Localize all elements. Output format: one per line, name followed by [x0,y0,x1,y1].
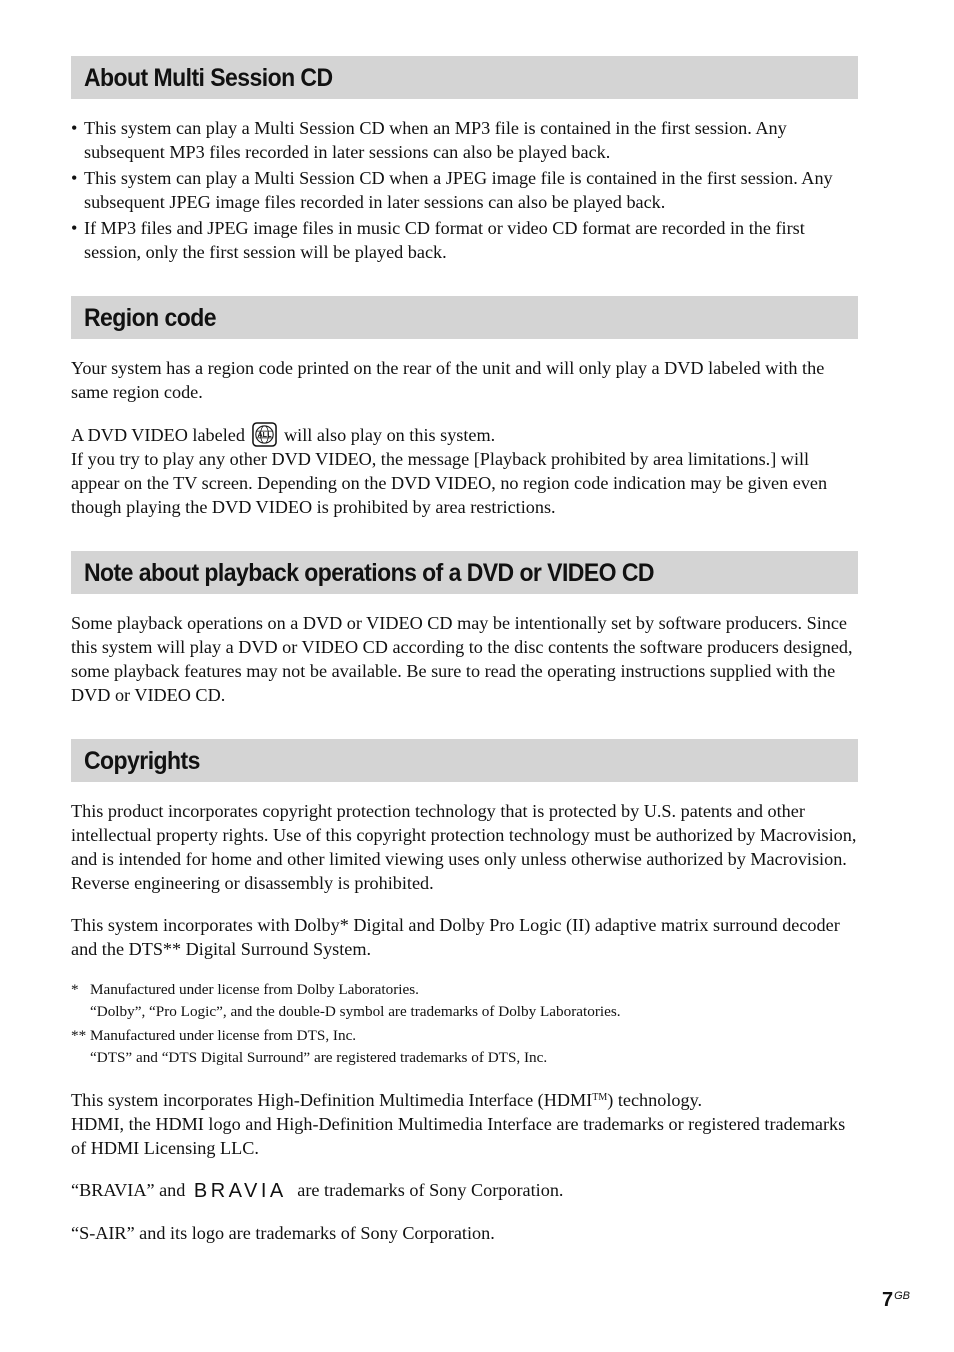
section-header-copyrights [71,739,858,782]
section-title-copyrights: Copyrights [84,746,200,775]
bravia-paragraph [71,1178,861,1203]
section-title-region: Region code [84,303,216,332]
section-header-multisession [71,56,858,99]
bravia-logo: BRAVIA [193,1180,287,1202]
footnote-mark: ** [71,1027,87,1044]
footnote-line: Manufactured under license from Dolby Laboratories. [90,981,419,998]
section-header-playback [71,551,858,594]
playback-body [71,611,861,707]
bravia-text-end: are trademarks of Sony Corporation. [297,1180,564,1200]
svg-text:ALL: ALL [257,430,272,439]
page-number-value: 7 [882,1289,894,1311]
footnote-line: “DTS” and “DTS Digital Surround” are registered trademarks of DTS, Inc. [90,1049,548,1066]
section-title-playback: Note about playback operations of a DVD or VIDEO CD [84,558,654,587]
region-p2-before: A DVD VIDEO labeled [71,425,245,445]
region-p2-after: will also play on this system. [284,425,496,445]
copyrights-body [71,799,861,961]
hdmi-text-end: ) technology. [607,1090,703,1110]
page-number-suffix: GB [894,1290,911,1302]
footnote-line: “Dolby”, “Pro Logic”, and the double-D symbol are trademarks of Dolby Laboratories. [90,1003,621,1020]
region-paragraph-2 [71,422,861,447]
region-body [71,356,861,519]
hdmi-text: This system incorporates High-Definition Multimedia Interface (HDMI [71,1090,593,1110]
hdmi-body [71,1088,861,1245]
hdmi-paragraph-2: HDMI, the HDMI logo and High-Definition Multimedia Interface are trademarks or registered trademarks of HDMI Licensing LLC. [71,1114,846,1158]
footnote-line: Manufactured under license from DTS, Inc. [90,1027,357,1044]
sair-paragraph: “S-AIR” and its logo are trademarks of Sony Corporation. [71,1223,495,1243]
trademark-mark: TM [592,1092,608,1103]
multisession-bullet-list [71,116,861,264]
bravia-text: “BRAVIA” and [71,1180,186,1200]
region-paragraph-1: Your system has a region code printed on the rear of the unit and will only play a DVD labeled with the same region code. [71,358,825,402]
bullet-item: • This system can play a Multi Session CD when a JPEG image file is contained in the first session. Any subsequent JPEG image files recorded in later sessions can also be played back. [71,166,861,214]
region-all-globe-icon [252,422,277,447]
region-paragraph-3: If you try to play any other DVD VIDEO, the message [Playback prohibited by area limitations.] will appear on the TV screen. Depending on the DVD VIDEO, no region code indication may be given even though playing the DVD VIDEO is prohibited by area restrictions. [71,449,828,517]
footnote-dolby [71,979,861,1023]
copyright-paragraph-2: This system incorporates with Dolby* Digital and Dolby Pro Logic (II) adaptive matrix surround decoder and the DTS** Digital Surround System. [71,915,840,959]
footnotes [71,979,861,1071]
copyright-paragraph-1: This product incorporates copyright protection technology that is protected by U.S. patents and other intellectual property rights. Use of this copyright protection technology must be authorized by Macrovision, and is intended for home and other limited viewing uses only unless otherwise authorized by Macrovision. Reverse engineering or disassembly is prohibited. [71,801,857,893]
multisession-body [71,116,861,266]
footnote-mark: * [71,981,79,998]
bullet-item: • This system can play a Multi Session CD when an MP3 file is contained in the first session. Any subsequent MP3 files recorded in later sessions can also be played back. [71,116,861,164]
playback-paragraph: Some playback operations on a DVD or VIDEO CD may be intentionally set by software producers. Since this system will play a DVD or VIDEO CD according to the disc contents the software producers designed, some playback features may not be available. Be sure to read the operating instructions supplied with the DVD or VIDEO CD. [71,613,853,705]
section-header-region [71,296,858,339]
hdmi-paragraph-1 [71,1088,861,1112]
section-title-multisession: About Multi Session CD [84,63,333,92]
bullet-item: • If MP3 files and JPEG image files in music CD format or video CD format are recorded in the first session, only the first session will be played back. [71,216,861,264]
page-number [882,1284,910,1312]
footnote-dts [71,1025,861,1069]
